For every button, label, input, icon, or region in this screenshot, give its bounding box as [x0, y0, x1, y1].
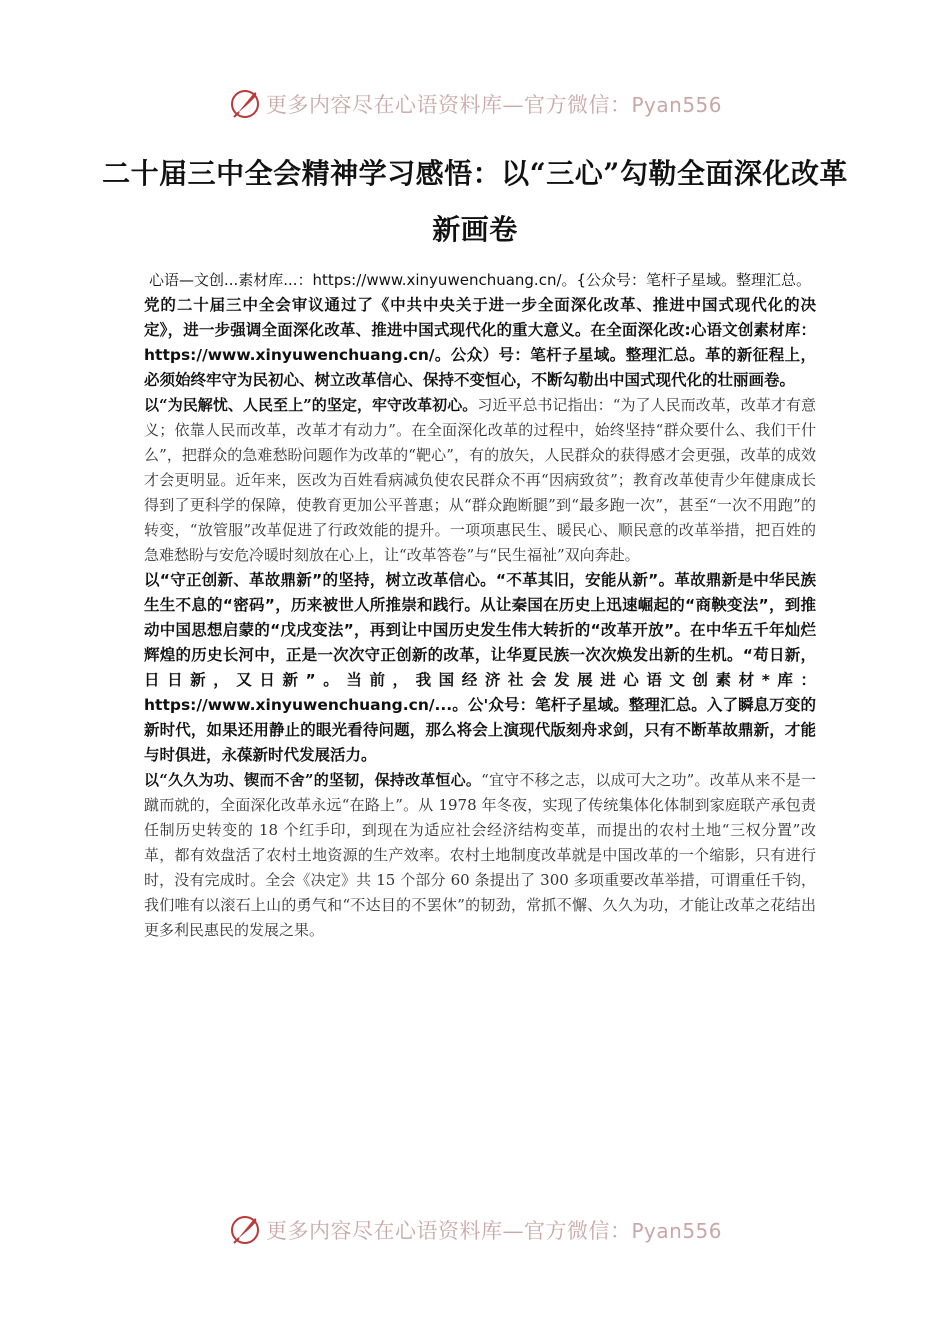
section-1-heading: 以“为民解忧、人民至上”的坚定，牢守改革初心。 [144, 396, 478, 414]
banner-wechat-id: Pyan556 [631, 93, 722, 117]
document-body [144, 268, 816, 943]
quill-circle-logo [228, 87, 262, 121]
intro-paragraph: 党的二十届三中全会审议通过了《中共中央关于进一步全面深化改革、推进中国式现代化的决定》，进一步强调全面深化改革、推进中国式现代化的重大意义。在全面深化改:心语文创素材库：https://www.xinyuwenchuang.cn/。公众）号：笔杆子星域。整理汇总。革的新征程上，必须始终牢守为民初心、树立改革信心、保持不变恒心，不断勾勒出中国式现代化的壮丽画卷。 [144, 296, 816, 389]
footer-watermark-banner [0, 1210, 950, 1250]
section-1-paragraph [144, 393, 816, 568]
section-3-paragraph [144, 768, 816, 943]
section-2-paragraph: 以“守正创新、革故鼎新”的坚持，树立改革信心。“不革其旧，安能从新”。革故鼎新是中华民族生生不息的“密码”，历来被世人所推崇和践行。从让秦国在历史上迅速崛起的“商鞅变法”，到推动中国思想启蒙的“戊戌变法”，再到让中国历史发生伟大转折的“改革开放”。在中华五千年灿烂辉煌的历史长河中，正是一次次守正创新的改革，让华夏民族一次次焕发出新的生机。“苟日新，日日新，又日新”。当前，我国经济社会发展进心语文创素材*库：https://www.xinyuwenchuang.cn/...。公'众号：笔杆子星域。整理汇总。入了瞬息万变的新时代，如果还用静止的眼光看待问题，那么将会上演现代版刻舟求剑，只有不断革故鼎新，才能与时俱进，永葆新时代发展活力。 [144, 571, 816, 764]
banner-wechat-id: Pyan556 [631, 1219, 722, 1243]
section-3-heading: 以“久久为功、锲而不舍”的坚韧，保持改革恒心。 [144, 771, 482, 789]
header-watermark-banner [0, 84, 950, 124]
document-title: 二十届三中全会精神学习感悟：以“三心”勾勒全面深化改革新画卷 [102, 157, 848, 246]
quill-circle-logo [228, 1213, 262, 1247]
source-note: 心语—文创...素材库...：https://www.xinyuwenchuang.cn/。{公众号：笔杆子星域。整理汇总。 [148, 271, 812, 289]
section-1-body: 习近平总书记指出：“为了人民而改革，改革才有意义；依靠人民而改革，改革才有动力”。在全面深化改革的过程中，始终坚持“群众要什么、我们干什么”，把群众的急难愁盼问题作为改革的“靶心”，有的放矢，人民群众的获得感才会更强，改革的成效才会更明显。近年来，医改为百姓看病减负使农民群众不再“因病致贫”；教育改革使青少年健康成长得到了更科学的保障，使教育更加公平普惠；从“群众跑断腿”到“最多跑一次”，甚至“一次不用跑”的转变，“放管服”改革促进了行政效能的提升。一项项惠民生、暖民心、顺民意的改革举措，把百姓的急难愁盼与安危冷暖时刻放在心上，让“改革答卷”与“民生福祉”双向奔赴。 [144, 396, 816, 564]
section-3-body: “宜守不移之志，以成可大之功”。改革从来不是一蹴而就的，全面深化改革永远“在路上”。从 1978 年冬夜，实现了传统集体化体制到家庭联产承包责任制历史转变的 18 个红手印，到现在为适应社会经济结构变革，而提出的农村土地“三权分置”改革，都有效盘活了农村土地资源的生产效率。农村土地制度改革就是中国改革的一个缩影，只有进行时，没有完成时。全会《决定》共 15 个部分 60 条提出了 300 多项重要改革举措，可谓重任千钧，我们唯有以滚石上山的勇气和“不达目的不罢休”的韧劲，常抓不懈、久久为功，才能让改革之花结出更多利民惠民的发展之果。 [144, 771, 816, 939]
banner-text: 更多内容尽在心语资料库—官方微信：Pyan556 [265, 93, 722, 117]
banner-text: 更多内容尽在心语资料库—官方微信：Pyan556 [265, 1219, 722, 1243]
